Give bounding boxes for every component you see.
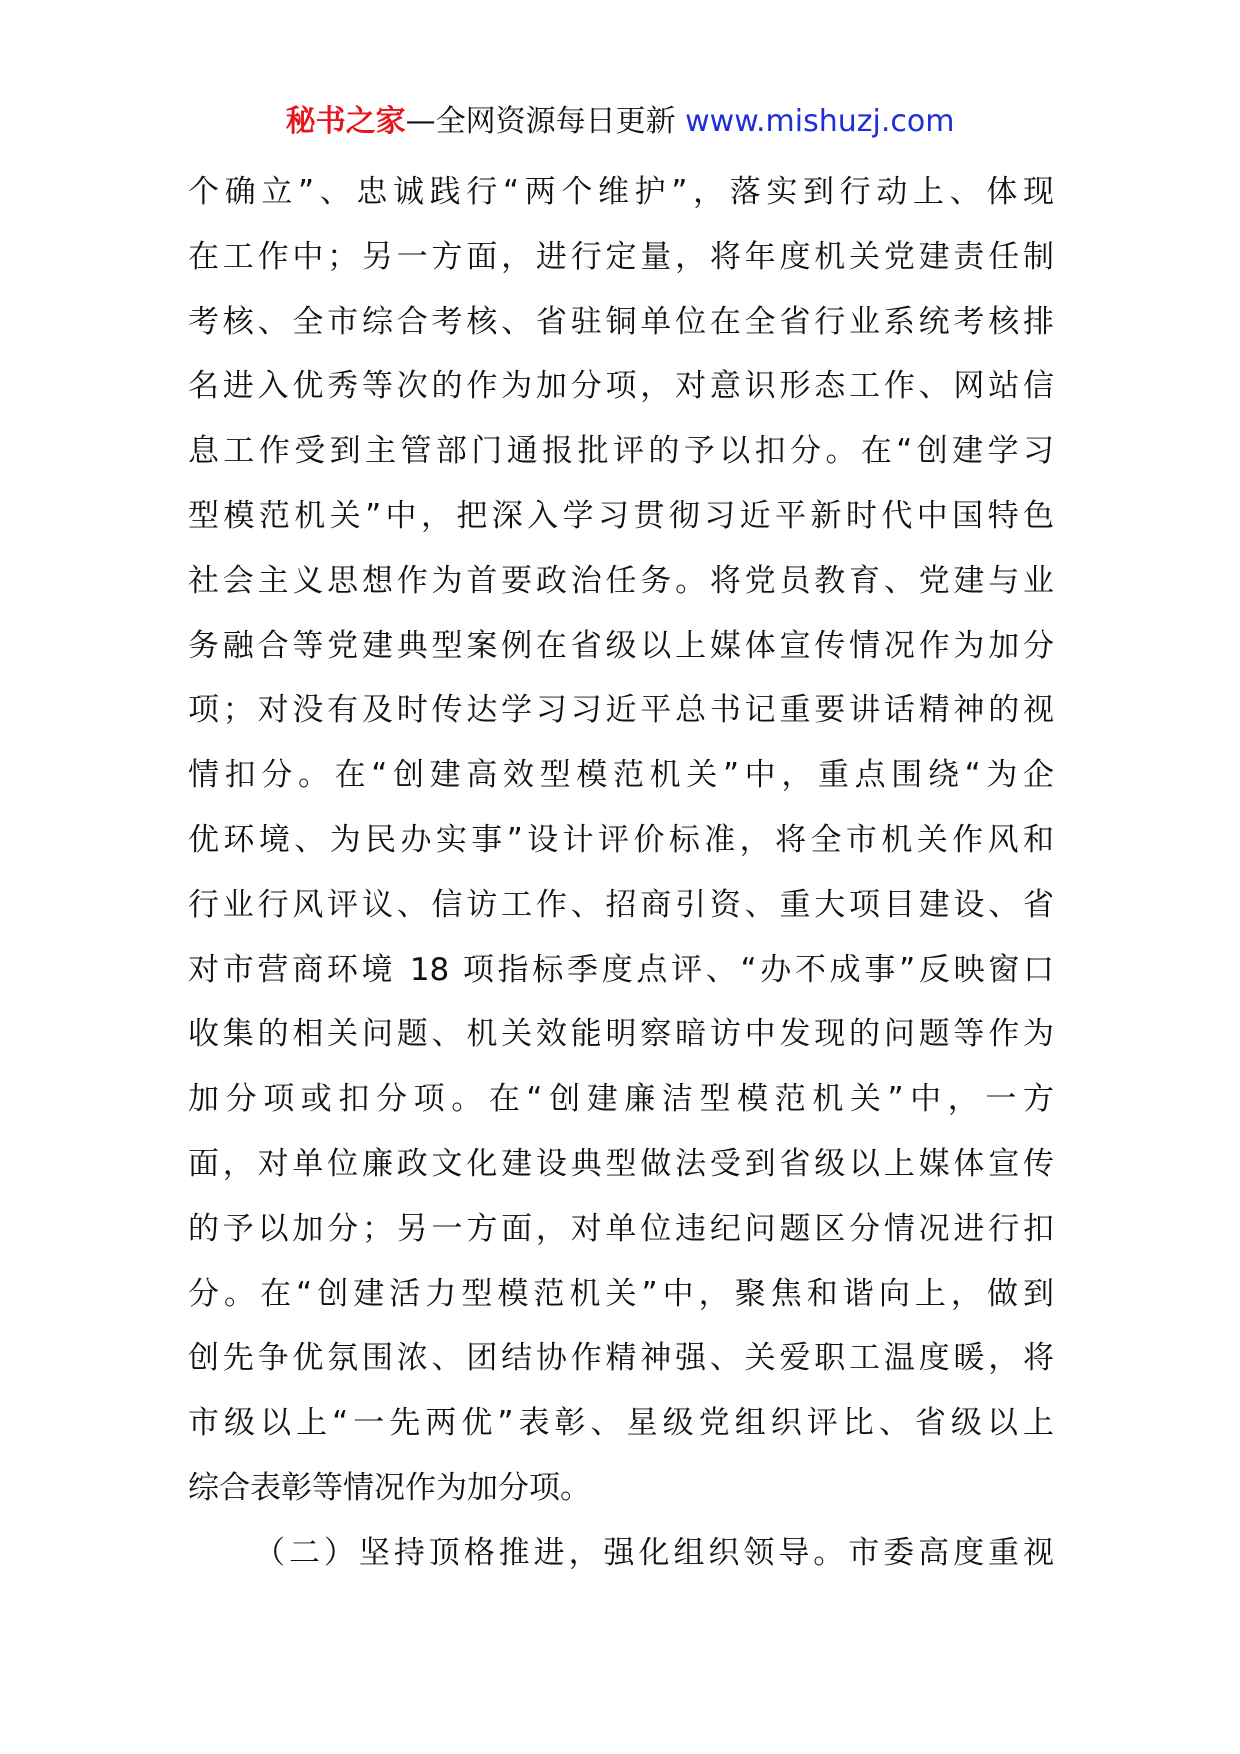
text-line: 考核、全市综合考核、省驻铜单位在全省行业系统考核排: [188, 303, 1054, 340]
text-line: 的予以加分；另一方面，对单位违纪问题区分情况进行扣: [188, 1210, 1054, 1247]
text-line: 收集的相关问题、机关效能明察暗访中发现的问题等作为: [188, 1016, 1054, 1053]
body-text: [188, 160, 1054, 1586]
text-line: 社会主义思想作为首要政治任务。将党员教育、党建与业: [188, 562, 1054, 599]
text-line: 务融合等党建典型案例在省级以上媒体宣传情况作为加分: [188, 627, 1054, 664]
text-line: 在工作中；另一方面，进行定量，将年度机关党建责任制: [188, 238, 1054, 275]
section-heading: （二）坚持顶格推进，强化组织领导。市委高度重视: [254, 1534, 1054, 1571]
paragraph-end-line: 综合表彰等情况作为加分项。: [188, 1469, 591, 1506]
text-line: 息工作受到主管部门通报批评的予以扣分。在“创建学习: [188, 433, 1054, 470]
text-line: 个确立”、忠诚践行“两个维护”，落实到行动上、体现: [188, 174, 1054, 210]
brand-name: 秘书之家: [285, 104, 406, 139]
text-line: 型模范机关”中，把深入学习贯彻习近平新时代中国特色: [188, 497, 1054, 534]
text-line: 情扣分。在“创建高效型模范机关”中，重点围绕“为企: [188, 757, 1054, 794]
header-tagline: —全网资源每日更新: [405, 104, 676, 139]
site-url-link[interactable]: www.mishuzj.com: [685, 104, 955, 139]
text-line: 创先争优氛围浓、团结协作精神强、关爱职工温度暖，将: [188, 1340, 1054, 1377]
text-line: 优环境、为民办实事”设计评价标准，将全市机关作风和: [188, 821, 1054, 858]
text-line: 名进入优秀等次的作为加分项，对意识形态工作、网站信: [188, 368, 1054, 405]
text-line: 分。在“创建活力型模范机关”中，聚焦和谐向上，做到: [188, 1275, 1054, 1312]
text-line: 项；对没有及时传达学习习近平总书记重要讲话精神的视: [188, 692, 1054, 729]
page-header: [0, 100, 1240, 144]
text-line: 面，对单位廉政文化建设典型做法受到省级以上媒体宣传: [188, 1145, 1054, 1182]
text-line: 行业行风评议、信访工作、招商引资、重大项目建设、省: [188, 886, 1054, 923]
text-line: 市级以上“一先两优”表彰、星级党组织评比、省级以上: [188, 1405, 1054, 1442]
text-line: 加分项或扣分项。在“创建廉洁型模范机关”中，一方: [188, 1081, 1054, 1118]
text-line: 对市营商环境 18 项指标季度点评、“办不成事”反映窗口: [188, 951, 1054, 988]
